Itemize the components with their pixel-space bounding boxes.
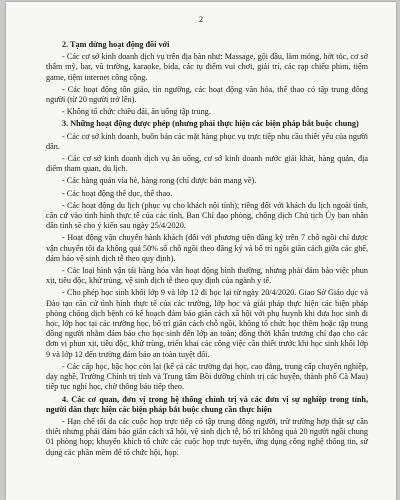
paragraph: - Các cơ sở kinh doanh dịch vụ trên địa bàn như: Massage, gội đầu, làm móng, hớt tóc, cơ sở thẩm mỹ, bar, vũ trường, karaoke, bida, các tụ điểm vui chơi, giải trí, các rạp chiếu phim, tiệm game, tiệm internet công cộng. — [46, 52, 368, 82]
section-heading: 2. Tạm dừng hoạt động đối với — [62, 40, 170, 49]
paragraph: - Các loại hình vận tải hàng hóa vẫn hoạt động bình thường, nhưng phải đảm bảo việc phun xịt, tiêu độc, khử trùng, vệ sinh dịch tễ theo quy định của ngành y tế. — [46, 266, 368, 286]
paragraph: - Không tổ chức chiêu đãi, ăn uống tập trung. — [62, 107, 211, 117]
section-heading: 3. Những hoạt động được phép (nhưng phải thực hiện các biện pháp bắt buộc chung) — [62, 119, 359, 129]
paragraph: - Các cơ sở kinh doanh dịch vụ ăn uống, cơ sở kinh doanh nước giải khát, hàng quán, địa điểm tham quan, du lịch. — [46, 154, 368, 174]
paragraph: - Các hoạt động tôn giáo, tín ngưỡng, các hoạt động văn hóa, thể thao có tập trung đông người (từ 20 người trở lên). — [46, 84, 368, 105]
paragraph: - Hoạt động vận chuyển hành khách (đối với phương tiện đăng ký trên 7 chỗ ngồi chỉ được vận chuyển tối đa không quá 50% số chỗ ngồi theo đăng ký và bố trí ngồi giãn cách giữa các ghế, đảm bảo vệ sinh dịch tễ theo quy định). — [46, 233, 368, 263]
paragraph: - Các cơ sở kinh doanh, buôn bán các mặt hàng phục vụ trực tiếp nhu cầu thiết yếu của người dân. — [46, 131, 368, 151]
paragraph: - Các cấp học, bậc học còn lại (kể cả các trường đại học, cao đẳng, trung cấp chuyên nghiệp, dạy nghề, Trường Chính trị tỉnh và Trung tâm Bồi dưỡng chính trị các huyện, thành phố Cà Mau) tiếp tục nghỉ học, chờ thông báo tiếp theo. — [46, 361, 368, 392]
paragraph: - Các hoạt động du lịch (phục vụ cho khách nội tỉnh); riêng đối với khách du lịch ngoài tỉnh, căn cứ vào tình hình thực tế của các tỉnh, Ban Chỉ đạo phòng, chống dịch Chủ tịch Ủy ban nhân dân tỉnh sẽ cho ý kiến sau ngày 25/4/2020. — [46, 200, 368, 231]
page-number: 2 — [198, 14, 204, 24]
paragraph: - Các hàng quán vỉa hè, hàng rong (chỉ được bán mang về). — [62, 176, 257, 186]
section-heading: 4. Các cơ quan, đơn vị trong hệ thống chính trị và các đơn vị sự nghiệp trong tỉnh, người dân thực hiện các biện pháp bắt buộc chung cần thực hiện — [46, 394, 368, 414]
paragraph: - Cho phép học sinh khối lớp 9 và lớp 12 đi học lại từ ngày 20/4/2020. Giao Sở Giáo dục và Đào tạo căn cứ tình hình thực tế của các trường, lớp học và giải pháp thực hiện các biện pháp phòng chống dịch bệnh có kế hoạch đảm bảo giãn cách xã hội với phụ huynh khi đưa học sinh đi học, lớp học tại các trường học, bố trí giãn cách chỗ ngồi, không tổ chức học thêm hoặc tập trung đông người nhằm đảm bảo cho học sinh đến lớp an toàn; đồng thời khẩn trương chỉ đạo cho các đơn vị phun xịt, tiêu độc, khử trùng, triển khai các công việc cần thiết trước khi học sinh khối lớp 9 và lớp 12 đến trường đảm bảo an toàn tuyệt đối. — [46, 288, 368, 359]
document-page — [6, 2, 396, 500]
paragraph: - Hạn chế tối đa các cuộc họp trực tiếp có tập trung đông người, trừ trường hợp thật sự cần thiết nhưng phải đảm bảo giãn cách xã hội, vệ sinh dịch tễ, bố trí không quá 20 người ngồi chung 01 phòng họp; khuyến khích tổ chức các cuộc họp trực tuyến, ứng dụng công nghệ thông tin, sử dụng các phần mềm để tổ chức hội, họp. — [46, 416, 368, 457]
document-body — [46, 40, 368, 460]
paragraph: - Các hoạt động thể dục, thể thao. — [62, 188, 173, 198]
